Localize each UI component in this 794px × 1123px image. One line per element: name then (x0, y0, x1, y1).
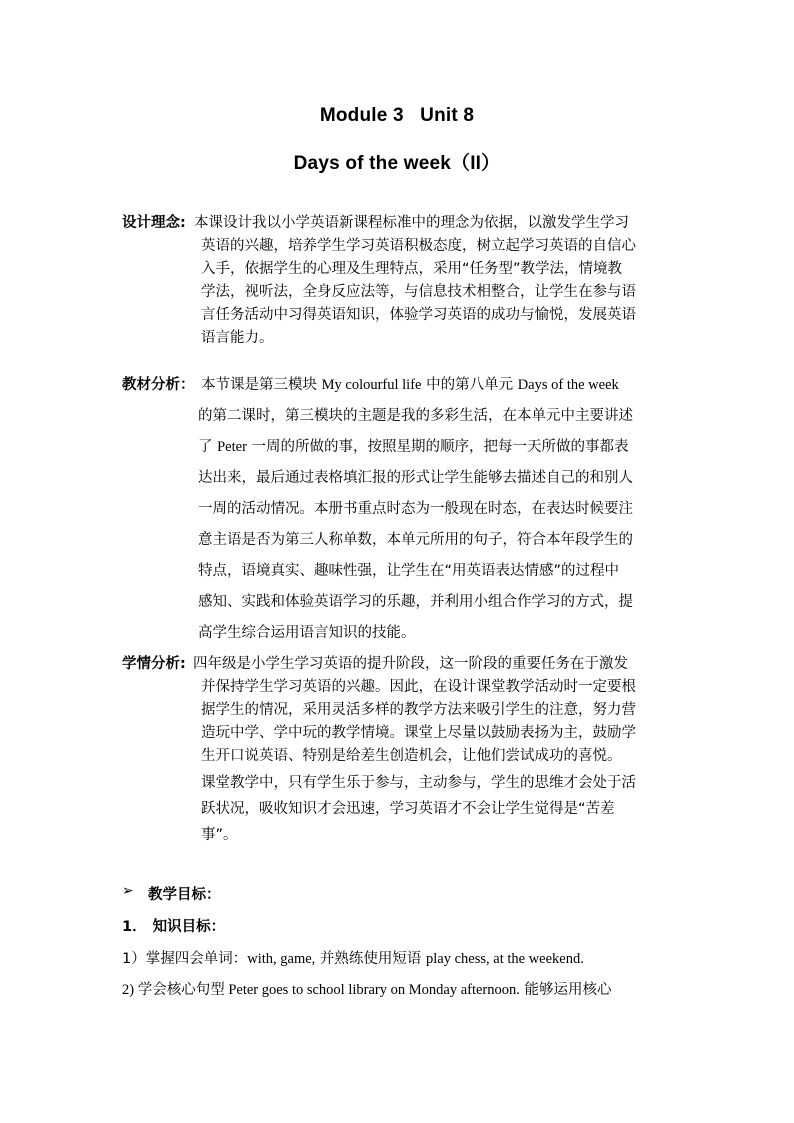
design-concept-line: 入手，依据学生的心理及生理特点，采用“任务型”教学法，情境教 (201, 261, 623, 277)
knowledge-objective-heading (122, 915, 225, 936)
sub-heading: 知识目标： (152, 919, 226, 935)
material-analysis-label: 教材分析： (122, 377, 195, 393)
material-analysis-line: 意主语是否为第三人称单数，本单元所用的句子，符合本年段学生的 (198, 532, 633, 548)
text-segment: 一周的所做的事，按照星期的顺序，把每一天所做的事都表 (246, 439, 629, 455)
learner-analysis-line: 据学生的情况，采用灵活多样的教学方法来吸引学生的注意，努力营 (201, 702, 636, 718)
learner-analysis-line: 并保持学生学习英语的兴趣。因此，在设计课堂教学活动时一定要根 (201, 679, 636, 695)
name-text: Peter (217, 439, 247, 455)
design-concept-line: 言任务活动中习得英语知识，体验学习英语的成功与愉悦，发展英语 (201, 307, 636, 323)
learner-analysis-label: 学情分析: (122, 656, 186, 672)
text-segment: 能够运用核心 (519, 982, 612, 998)
material-analysis-line: 特点，语境真实、趣味性强，让学生在“用英语表达情感”的过程中 (198, 563, 620, 579)
learner-analysis-line: 事”。 (201, 827, 238, 843)
design-concept-line: 本课设计我以小学英语新课程标准中的理念为依据，以激发学生学习 (194, 215, 629, 231)
design-concept-line: 学法，视听法，全身反应法等，与信息技术相整合，让学生在参与语 (201, 284, 636, 300)
english-sentence: Peter goes to school library on Monday afternoon. (228, 982, 520, 998)
material-analysis-line: 一周的活动情况。本册书重点时态为一般现在时态，在表达时候要注 (198, 501, 633, 517)
unit-title-text: Days of the week (517, 377, 619, 393)
design-concept-label: 设计理念: (122, 215, 186, 231)
text-segment: 本节课是第三模块 (201, 377, 322, 393)
english-words: with, game, (247, 951, 316, 967)
text-segment: 了 (198, 439, 218, 455)
material-analysis-line: 的第二课时，第三模块的主题是我的多彩生活，在本单元中主要讲述 (198, 408, 633, 424)
arrow-bullet-icon: ➢ (122, 883, 134, 899)
sub-number: 1． (122, 919, 147, 935)
objective-item-1 (122, 947, 584, 968)
design-concept-line: 语言能力。 (201, 330, 274, 346)
material-analysis-line: 高学生综合运用语言知识的技能。 (198, 625, 416, 641)
item-number: 2) 学会核心句型 (122, 982, 229, 998)
objectives-heading: 教学目标： (148, 887, 221, 903)
text-segment: 中的第八单元 (421, 377, 518, 393)
english-phrases: play chess, at the weekend. (426, 951, 584, 967)
material-analysis-line: 感知、实践和体验英语学习的乐趣，并利用小组合作学习的方式，提 (198, 594, 633, 610)
learner-analysis-line: 生开口说英语、特别是给差生创造机会，让他们尝试成功的喜悦。 (201, 748, 622, 764)
design-concept-line: 英语的兴趣，培养学生学习英语积极态度，树立起学习英语的自信心 (201, 238, 636, 254)
material-analysis-line (198, 435, 629, 456)
material-analysis-line (201, 373, 619, 394)
material-analysis-line: 达出来，最后通过表格填汇报的形式让学生能够去描述自己的和别人 (198, 470, 633, 486)
learner-analysis-line: 跃状况，吸收知识才会迅速，学习英语才不会让学生觉得是“苦差 (201, 801, 615, 817)
text-segment: 并熟练使用短语 (315, 951, 427, 967)
learner-analysis-line: 课堂教学中，只有学生乐于参与，主动参与，学生的思维才会处于活 (201, 775, 636, 791)
book-title-text: My colourful life (321, 377, 422, 393)
objective-item-2 (122, 978, 611, 999)
lesson-title: Days of the week（II） (293, 153, 501, 174)
learner-analysis-line: 造玩中学、学中玩的教学情境。课堂上尽量以鼓励表扬为主，鼓励学 (201, 725, 636, 741)
learner-analysis-line: 四年级是小学生学习英语的提升阶段，这一阶段的重要任务在于激发 (193, 656, 628, 672)
module-unit-title: Module 3 Unit 8 (319, 105, 475, 126)
text-segment: 1）掌握四会单词： (122, 951, 248, 967)
